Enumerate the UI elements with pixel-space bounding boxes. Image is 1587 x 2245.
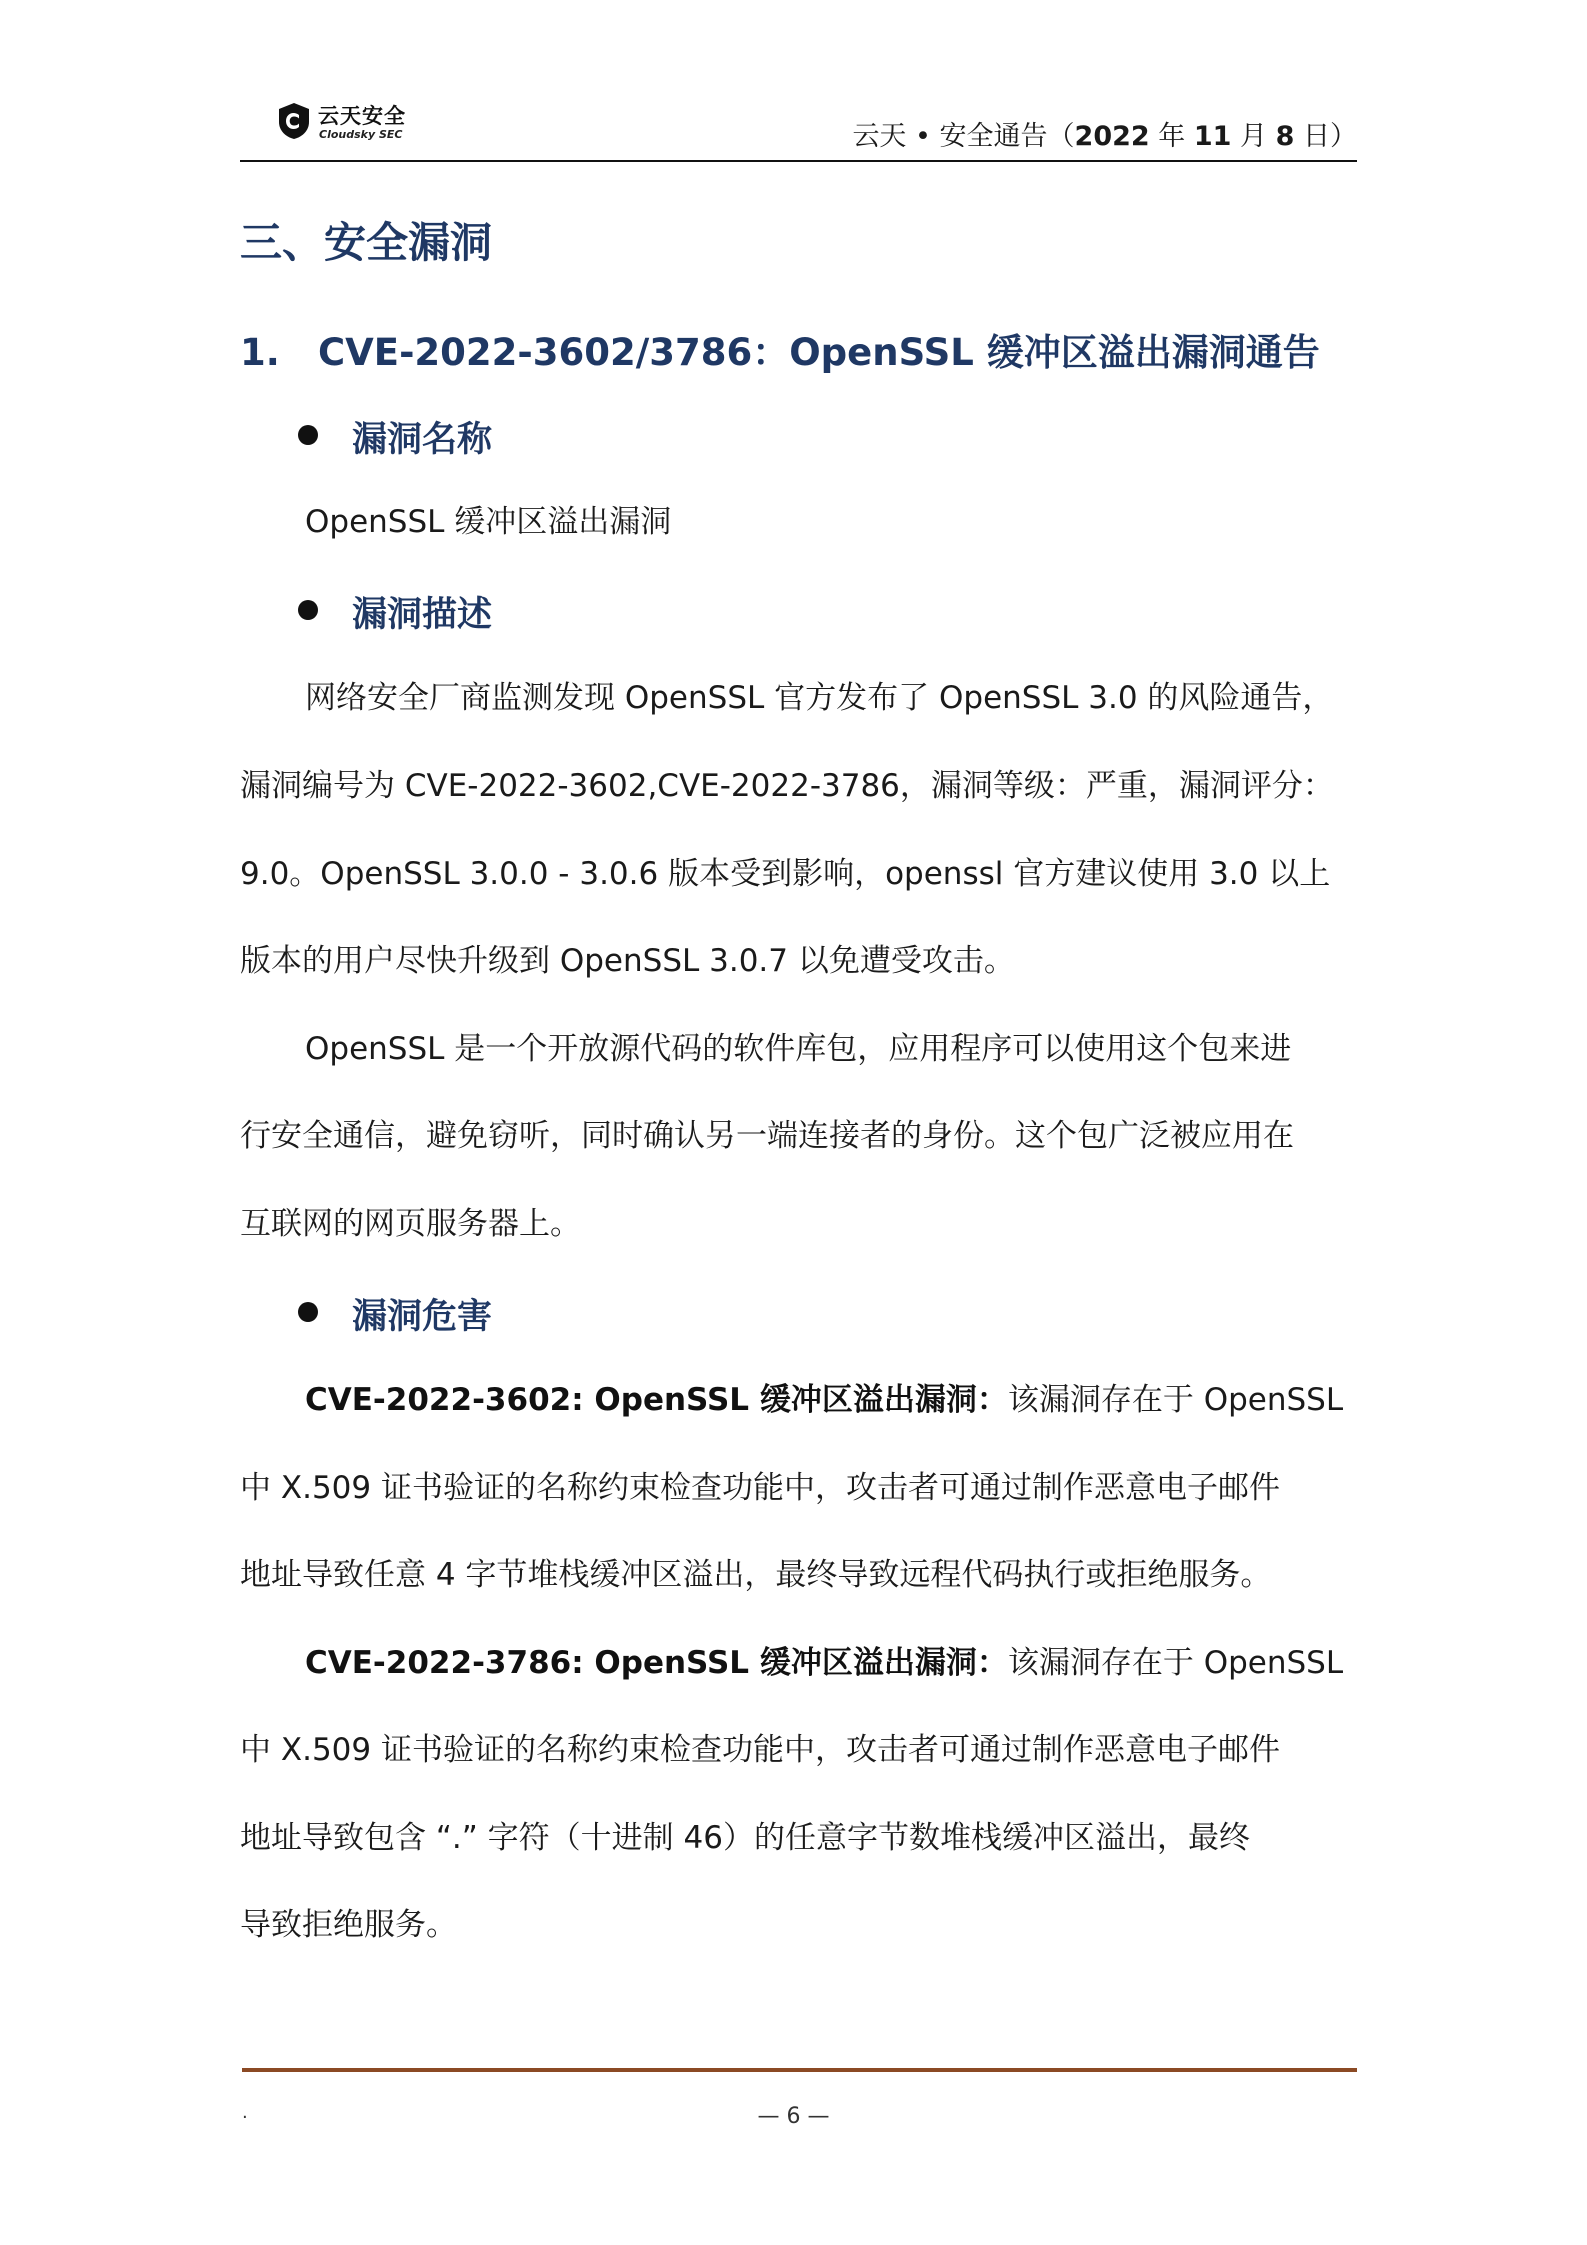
header-year-unit: 年 <box>1149 121 1194 152</box>
desc-line: 漏洞编号为 CVE-2022-3602,CVE-2022-3786，漏洞等级：严重，漏洞评分： <box>240 768 1334 804</box>
harm2-cve-label: CVE-2022-3786: OpenSSL 缓冲区溢出漏洞： <box>305 1645 1008 1681</box>
harm1-line: 中 X.509 证书验证的名称约束检查功能中，攻击者可通过制作恶意电子邮件 <box>240 1470 1280 1506</box>
harm2-line <box>305 1641 1343 1685</box>
header-year: 2022 <box>1074 121 1150 152</box>
desc-line: OpenSSL 是一个开放源代码的软件库包，应用程序可以使用这个包来进 <box>305 1031 1292 1067</box>
bullet-icon <box>298 600 318 620</box>
footer-divider <box>242 2068 1357 2072</box>
desc-line: 9.0。OpenSSL 3.0.0 - 3.0.6 版本受到影响，openssl 官方建议使用 3.0 以上 <box>240 856 1331 892</box>
header-title-prefix: 云天 • 安全通告（ <box>852 121 1075 152</box>
bullet-icon <box>298 1302 318 1322</box>
desc-line: 行安全通信，避免窃听，同时确认另一端连接者的身份。这个包广泛被应用在 <box>240 1118 1294 1154</box>
section-title: 三、安全漏洞 <box>240 218 493 267</box>
desc-line: 网络安全厂商监测发现 OpenSSL 官方发布了 OpenSSL 3.0 的风险通告， <box>305 680 1334 716</box>
page-number: — 6 — <box>757 2104 830 2129</box>
header-title <box>852 114 1357 153</box>
header-month: 11 <box>1193 121 1232 152</box>
page-header <box>240 92 1357 162</box>
harm1-line <box>305 1378 1343 1422</box>
vuln-number: 1. <box>240 331 280 374</box>
vuln-name-text: OpenSSL 缓冲区溢出漏洞 <box>305 504 672 540</box>
vuln-title <box>240 322 1320 376</box>
harm2-line: 中 X.509 证书验证的名称约束检查功能中，攻击者可通过制作恶意电子邮件 <box>240 1732 1280 1768</box>
vuln-name-heading-text: 漏洞名称 <box>352 420 493 460</box>
shield-logo-icon <box>276 102 312 140</box>
cloudsky-logo <box>276 98 436 146</box>
vuln-title-text: CVE-2022-3602/3786：OpenSSL 缓冲区溢出漏洞通告 <box>318 331 1320 374</box>
harm2-text: 该漏洞存在于 OpenSSL <box>1007 1645 1344 1681</box>
vuln-harm-heading-text: 漏洞危害 <box>352 1297 493 1337</box>
logo-english-text: Cloudsky SEC <box>319 128 403 141</box>
logo-chinese-text: 云天安全 <box>318 104 406 128</box>
vuln-desc-heading-text: 漏洞描述 <box>352 595 493 635</box>
header-day: 8 <box>1275 121 1295 152</box>
desc-line: 互联网的网页服务器上。 <box>240 1206 581 1242</box>
harm1-line: 地址导致任意 4 字节堆栈缓冲区溢出，最终导致远程代码执行或拒绝服务。 <box>240 1557 1272 1593</box>
harm1-cve-label: CVE-2022-3602: OpenSSL 缓冲区溢出漏洞： <box>305 1382 1008 1418</box>
harm2-line: 地址导致包含 “.” 字符（十进制 46）的任意字节数堆栈缓冲区溢出，最终 <box>240 1820 1250 1856</box>
harm1-text: 该漏洞存在于 OpenSSL <box>1007 1382 1344 1418</box>
header-divider <box>240 160 1357 162</box>
harm2-line: 导致拒绝服务。 <box>240 1907 457 1943</box>
header-day-unit: 日） <box>1294 121 1357 152</box>
desc-line: 版本的用户尽快升级到 OpenSSL 3.0.7 以免遭受攻击。 <box>240 943 1015 979</box>
header-month-unit: 月 <box>1231 121 1276 152</box>
bullet-icon <box>298 425 318 445</box>
footer-mark: . <box>242 2102 248 2123</box>
